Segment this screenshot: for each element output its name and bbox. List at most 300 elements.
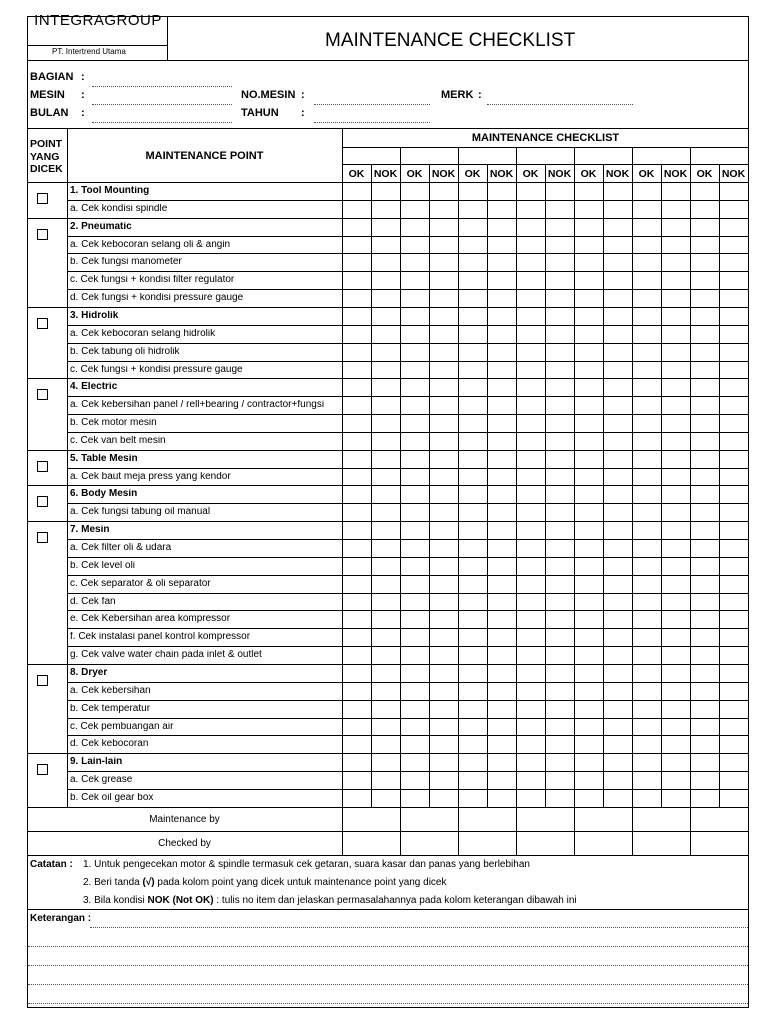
check-cell-5-1-ok-1[interactable] bbox=[342, 468, 371, 486]
check-cell-8-2-nok-3[interactable] bbox=[487, 700, 516, 718]
check-cell-6-1-nok-7[interactable] bbox=[719, 503, 748, 521]
check-cell-1-0-nok-4[interactable] bbox=[545, 182, 574, 200]
check-cell-3-0-ok-1[interactable] bbox=[342, 307, 371, 325]
check-cell-2-0-ok-4[interactable] bbox=[516, 218, 545, 236]
checked-by-signature-6[interactable] bbox=[632, 831, 690, 855]
check-cell-4-1-ok-5[interactable] bbox=[574, 396, 603, 414]
check-cell-3-0-ok-3[interactable] bbox=[458, 307, 487, 325]
check-cell-6-0-nok-7[interactable] bbox=[719, 485, 748, 503]
check-cell-7-2-ok-4[interactable] bbox=[516, 557, 545, 575]
check-cell-3-1-nok-4[interactable] bbox=[545, 325, 574, 343]
check-cell-1-0-ok-5[interactable] bbox=[574, 182, 603, 200]
check-cell-1-1-ok-6[interactable] bbox=[632, 200, 661, 218]
check-cell-7-5-nok-2[interactable] bbox=[429, 610, 458, 628]
check-cell-9-0-ok-6[interactable] bbox=[632, 753, 661, 771]
check-cell-8-4-ok-4[interactable] bbox=[516, 735, 545, 753]
maintenance-by-signature-6[interactable] bbox=[632, 807, 690, 831]
check-cell-3-3-ok-1[interactable] bbox=[342, 361, 371, 379]
check-cell-8-3-nok-4[interactable] bbox=[545, 718, 574, 736]
check-cell-7-2-nok-4[interactable] bbox=[545, 557, 574, 575]
check-cell-7-7-nok-6[interactable] bbox=[661, 646, 690, 664]
check-cell-2-0-nok-6[interactable] bbox=[661, 218, 690, 236]
check-cell-3-3-nok-7[interactable] bbox=[719, 361, 748, 379]
check-cell-8-2-ok-3[interactable] bbox=[458, 700, 487, 718]
check-cell-4-0-ok-1[interactable] bbox=[342, 378, 371, 396]
check-cell-3-3-ok-3[interactable] bbox=[458, 361, 487, 379]
checked-by-signature-2[interactable] bbox=[400, 831, 458, 855]
check-cell-7-0-nok-7[interactable] bbox=[719, 521, 748, 539]
check-cell-2-2-ok-3[interactable] bbox=[458, 253, 487, 271]
check-cell-7-1-nok-1[interactable] bbox=[371, 539, 400, 557]
check-cell-4-0-nok-5[interactable] bbox=[603, 378, 632, 396]
check-cell-9-1-ok-4[interactable] bbox=[516, 771, 545, 789]
check-cell-3-0-ok-7[interactable] bbox=[690, 307, 719, 325]
check-cell-9-1-nok-2[interactable] bbox=[429, 771, 458, 789]
check-cell-7-3-ok-4[interactable] bbox=[516, 575, 545, 593]
check-cell-8-3-nok-2[interactable] bbox=[429, 718, 458, 736]
check-cell-3-1-nok-6[interactable] bbox=[661, 325, 690, 343]
check-cell-3-2-ok-6[interactable] bbox=[632, 343, 661, 361]
check-cell-3-0-nok-4[interactable] bbox=[545, 307, 574, 325]
check-cell-1-1-nok-2[interactable] bbox=[429, 200, 458, 218]
check-cell-8-2-ok-6[interactable] bbox=[632, 700, 661, 718]
check-cell-2-2-nok-3[interactable] bbox=[487, 253, 516, 271]
check-cell-3-0-nok-2[interactable] bbox=[429, 307, 458, 325]
check-cell-4-0-nok-1[interactable] bbox=[371, 378, 400, 396]
check-cell-7-1-nok-5[interactable] bbox=[603, 539, 632, 557]
remarks-line-1[interactable] bbox=[90, 927, 748, 928]
check-cell-3-1-ok-6[interactable] bbox=[632, 325, 661, 343]
check-cell-8-4-nok-4[interactable] bbox=[545, 735, 574, 753]
check-cell-1-1-nok-3[interactable] bbox=[487, 200, 516, 218]
check-cell-2-1-nok-5[interactable] bbox=[603, 236, 632, 254]
check-cell-4-3-nok-3[interactable] bbox=[487, 432, 516, 450]
check-cell-8-2-nok-5[interactable] bbox=[603, 700, 632, 718]
check-cell-2-1-nok-6[interactable] bbox=[661, 236, 690, 254]
check-cell-7-3-ok-6[interactable] bbox=[632, 575, 661, 593]
check-cell-6-0-ok-5[interactable] bbox=[574, 485, 603, 503]
check-cell-8-0-nok-4[interactable] bbox=[545, 664, 574, 682]
check-cell-8-0-ok-5[interactable] bbox=[574, 664, 603, 682]
check-cell-5-1-nok-6[interactable] bbox=[661, 468, 690, 486]
check-cell-1-0-nok-1[interactable] bbox=[371, 182, 400, 200]
check-cell-8-4-nok-7[interactable] bbox=[719, 735, 748, 753]
check-cell-9-2-nok-3[interactable] bbox=[487, 789, 516, 807]
check-cell-7-4-nok-5[interactable] bbox=[603, 593, 632, 611]
check-cell-4-1-ok-1[interactable] bbox=[342, 396, 371, 414]
check-cell-7-4-ok-5[interactable] bbox=[574, 593, 603, 611]
check-cell-7-2-nok-6[interactable] bbox=[661, 557, 690, 575]
check-cell-8-1-nok-1[interactable] bbox=[371, 682, 400, 700]
check-cell-8-0-nok-7[interactable] bbox=[719, 664, 748, 682]
check-cell-7-3-nok-1[interactable] bbox=[371, 575, 400, 593]
check-cell-4-0-nok-2[interactable] bbox=[429, 378, 458, 396]
check-cell-8-4-nok-6[interactable] bbox=[661, 735, 690, 753]
check-cell-8-4-nok-5[interactable] bbox=[603, 735, 632, 753]
check-cell-9-0-nok-5[interactable] bbox=[603, 753, 632, 771]
check-cell-7-7-nok-4[interactable] bbox=[545, 646, 574, 664]
check-cell-8-1-nok-2[interactable] bbox=[429, 682, 458, 700]
check-cell-2-3-ok-3[interactable] bbox=[458, 271, 487, 289]
check-cell-3-2-ok-3[interactable] bbox=[458, 343, 487, 361]
check-cell-4-2-ok-3[interactable] bbox=[458, 414, 487, 432]
check-cell-4-3-ok-2[interactable] bbox=[400, 432, 429, 450]
check-cell-6-0-ok-1[interactable] bbox=[342, 485, 371, 503]
check-cell-9-2-nok-1[interactable] bbox=[371, 789, 400, 807]
checked-by-signature-5[interactable] bbox=[574, 831, 632, 855]
check-cell-8-3-ok-7[interactable] bbox=[690, 718, 719, 736]
check-cell-1-0-nok-6[interactable] bbox=[661, 182, 690, 200]
check-cell-3-3-ok-7[interactable] bbox=[690, 361, 719, 379]
check-cell-4-3-nok-4[interactable] bbox=[545, 432, 574, 450]
check-cell-3-1-nok-5[interactable] bbox=[603, 325, 632, 343]
check-cell-7-1-ok-3[interactable] bbox=[458, 539, 487, 557]
check-cell-7-1-ok-4[interactable] bbox=[516, 539, 545, 557]
check-cell-2-0-ok-7[interactable] bbox=[690, 218, 719, 236]
check-cell-5-0-ok-7[interactable] bbox=[690, 450, 719, 468]
check-cell-8-3-nok-5[interactable] bbox=[603, 718, 632, 736]
check-cell-6-1-ok-2[interactable] bbox=[400, 503, 429, 521]
check-cell-2-1-ok-7[interactable] bbox=[690, 236, 719, 254]
check-cell-4-2-nok-2[interactable] bbox=[429, 414, 458, 432]
check-cell-9-1-nok-3[interactable] bbox=[487, 771, 516, 789]
check-cell-3-3-nok-6[interactable] bbox=[661, 361, 690, 379]
check-cell-4-3-ok-3[interactable] bbox=[458, 432, 487, 450]
maintenance-by-signature-7[interactable] bbox=[690, 807, 748, 831]
check-cell-9-2-ok-7[interactable] bbox=[690, 789, 719, 807]
maintenance-by-signature-2[interactable] bbox=[400, 807, 458, 831]
check-cell-2-4-ok-3[interactable] bbox=[458, 289, 487, 307]
check-cell-7-6-nok-5[interactable] bbox=[603, 628, 632, 646]
check-cell-2-3-ok-1[interactable] bbox=[342, 271, 371, 289]
check-cell-9-1-ok-3[interactable] bbox=[458, 771, 487, 789]
check-cell-8-3-ok-4[interactable] bbox=[516, 718, 545, 736]
check-cell-3-2-ok-5[interactable] bbox=[574, 343, 603, 361]
check-cell-4-3-ok-1[interactable] bbox=[342, 432, 371, 450]
check-cell-9-0-nok-6[interactable] bbox=[661, 753, 690, 771]
check-cell-7-1-nok-2[interactable] bbox=[429, 539, 458, 557]
check-cell-4-3-nok-2[interactable] bbox=[429, 432, 458, 450]
check-cell-4-0-nok-7[interactable] bbox=[719, 378, 748, 396]
check-cell-3-2-nok-7[interactable] bbox=[719, 343, 748, 361]
check-cell-4-1-ok-3[interactable] bbox=[458, 396, 487, 414]
check-cell-1-0-ok-4[interactable] bbox=[516, 182, 545, 200]
check-cell-5-1-nok-2[interactable] bbox=[429, 468, 458, 486]
check-cell-8-4-ok-7[interactable] bbox=[690, 735, 719, 753]
check-cell-4-3-ok-4[interactable] bbox=[516, 432, 545, 450]
check-cell-4-0-nok-6[interactable] bbox=[661, 378, 690, 396]
check-cell-7-0-ok-5[interactable] bbox=[574, 521, 603, 539]
check-cell-7-4-nok-3[interactable] bbox=[487, 593, 516, 611]
check-cell-2-4-nok-6[interactable] bbox=[661, 289, 690, 307]
check-cell-7-5-nok-3[interactable] bbox=[487, 610, 516, 628]
check-cell-9-2-ok-3[interactable] bbox=[458, 789, 487, 807]
check-cell-2-2-ok-7[interactable] bbox=[690, 253, 719, 271]
check-cell-4-1-nok-7[interactable] bbox=[719, 396, 748, 414]
check-cell-3-2-nok-6[interactable] bbox=[661, 343, 690, 361]
check-cell-6-1-ok-1[interactable] bbox=[342, 503, 371, 521]
check-cell-5-1-ok-6[interactable] bbox=[632, 468, 661, 486]
check-cell-9-1-ok-7[interactable] bbox=[690, 771, 719, 789]
check-cell-7-7-nok-1[interactable] bbox=[371, 646, 400, 664]
check-cell-8-3-nok-6[interactable] bbox=[661, 718, 690, 736]
check-cell-9-0-nok-1[interactable] bbox=[371, 753, 400, 771]
check-cell-8-2-ok-7[interactable] bbox=[690, 700, 719, 718]
check-cell-2-4-nok-1[interactable] bbox=[371, 289, 400, 307]
check-cell-2-2-nok-6[interactable] bbox=[661, 253, 690, 271]
check-cell-2-1-nok-2[interactable] bbox=[429, 236, 458, 254]
check-cell-7-4-ok-4[interactable] bbox=[516, 593, 545, 611]
remarks-line-4[interactable] bbox=[28, 984, 748, 985]
check-cell-2-0-nok-2[interactable] bbox=[429, 218, 458, 236]
check-cell-7-4-ok-3[interactable] bbox=[458, 593, 487, 611]
check-cell-1-1-nok-4[interactable] bbox=[545, 200, 574, 218]
nomesin-field[interactable] bbox=[314, 104, 430, 105]
check-cell-7-5-nok-6[interactable] bbox=[661, 610, 690, 628]
check-cell-6-1-ok-3[interactable] bbox=[458, 503, 487, 521]
check-cell-3-1-nok-2[interactable] bbox=[429, 325, 458, 343]
check-cell-6-1-ok-6[interactable] bbox=[632, 503, 661, 521]
check-cell-4-1-nok-1[interactable] bbox=[371, 396, 400, 414]
check-cell-7-5-nok-5[interactable] bbox=[603, 610, 632, 628]
check-cell-7-4-nok-2[interactable] bbox=[429, 593, 458, 611]
check-cell-2-2-ok-1[interactable] bbox=[342, 253, 371, 271]
check-cell-9-0-nok-4[interactable] bbox=[545, 753, 574, 771]
check-cell-3-3-nok-5[interactable] bbox=[603, 361, 632, 379]
check-cell-8-0-ok-6[interactable] bbox=[632, 664, 661, 682]
check-cell-7-4-nok-7[interactable] bbox=[719, 593, 748, 611]
check-cell-4-3-nok-1[interactable] bbox=[371, 432, 400, 450]
check-cell-2-4-nok-5[interactable] bbox=[603, 289, 632, 307]
check-cell-7-4-ok-7[interactable] bbox=[690, 593, 719, 611]
check-cell-4-2-ok-4[interactable] bbox=[516, 414, 545, 432]
check-cell-3-0-nok-1[interactable] bbox=[371, 307, 400, 325]
check-cell-8-1-nok-7[interactable] bbox=[719, 682, 748, 700]
check-cell-5-0-ok-1[interactable] bbox=[342, 450, 371, 468]
check-cell-4-0-nok-3[interactable] bbox=[487, 378, 516, 396]
check-cell-8-1-ok-5[interactable] bbox=[574, 682, 603, 700]
check-cell-8-2-nok-7[interactable] bbox=[719, 700, 748, 718]
check-cell-8-0-ok-1[interactable] bbox=[342, 664, 371, 682]
check-cell-7-2-nok-5[interactable] bbox=[603, 557, 632, 575]
check-cell-7-1-nok-4[interactable] bbox=[545, 539, 574, 557]
check-cell-7-5-ok-7[interactable] bbox=[690, 610, 719, 628]
check-cell-4-3-ok-5[interactable] bbox=[574, 432, 603, 450]
check-cell-3-2-nok-1[interactable] bbox=[371, 343, 400, 361]
check-cell-7-0-nok-6[interactable] bbox=[661, 521, 690, 539]
check-cell-1-0-ok-1[interactable] bbox=[342, 182, 371, 200]
check-cell-9-2-ok-2[interactable] bbox=[400, 789, 429, 807]
check-cell-8-0-nok-6[interactable] bbox=[661, 664, 690, 682]
check-cell-2-4-ok-7[interactable] bbox=[690, 289, 719, 307]
check-cell-8-4-ok-2[interactable] bbox=[400, 735, 429, 753]
check-cell-7-6-nok-6[interactable] bbox=[661, 628, 690, 646]
check-cell-4-2-nok-5[interactable] bbox=[603, 414, 632, 432]
check-cell-2-0-nok-4[interactable] bbox=[545, 218, 574, 236]
check-cell-2-2-nok-7[interactable] bbox=[719, 253, 748, 271]
check-cell-6-1-ok-7[interactable] bbox=[690, 503, 719, 521]
check-cell-9-2-ok-5[interactable] bbox=[574, 789, 603, 807]
check-cell-8-1-ok-6[interactable] bbox=[632, 682, 661, 700]
check-cell-2-1-ok-5[interactable] bbox=[574, 236, 603, 254]
check-cell-7-5-nok-1[interactable] bbox=[371, 610, 400, 628]
check-cell-7-5-nok-4[interactable] bbox=[545, 610, 574, 628]
check-cell-2-3-ok-5[interactable] bbox=[574, 271, 603, 289]
check-cell-7-6-nok-3[interactable] bbox=[487, 628, 516, 646]
check-cell-8-0-nok-2[interactable] bbox=[429, 664, 458, 682]
check-cell-8-2-ok-2[interactable] bbox=[400, 700, 429, 718]
check-cell-7-3-nok-6[interactable] bbox=[661, 575, 690, 593]
check-cell-8-1-nok-5[interactable] bbox=[603, 682, 632, 700]
check-cell-7-5-ok-3[interactable] bbox=[458, 610, 487, 628]
check-cell-2-0-ok-1[interactable] bbox=[342, 218, 371, 236]
check-cell-1-0-nok-3[interactable] bbox=[487, 182, 516, 200]
check-cell-6-0-ok-7[interactable] bbox=[690, 485, 719, 503]
check-cell-1-1-nok-1[interactable] bbox=[371, 200, 400, 218]
check-cell-5-0-ok-3[interactable] bbox=[458, 450, 487, 468]
check-cell-5-1-nok-7[interactable] bbox=[719, 468, 748, 486]
check-cell-2-1-nok-1[interactable] bbox=[371, 236, 400, 254]
check-cell-4-0-ok-3[interactable] bbox=[458, 378, 487, 396]
check-cell-8-0-ok-3[interactable] bbox=[458, 664, 487, 682]
check-cell-8-0-ok-2[interactable] bbox=[400, 664, 429, 682]
check-cell-9-2-ok-1[interactable] bbox=[342, 789, 371, 807]
check-cell-7-5-ok-4[interactable] bbox=[516, 610, 545, 628]
check-cell-7-2-ok-6[interactable] bbox=[632, 557, 661, 575]
check-cell-2-4-nok-3[interactable] bbox=[487, 289, 516, 307]
check-cell-7-3-ok-2[interactable] bbox=[400, 575, 429, 593]
check-cell-3-1-ok-2[interactable] bbox=[400, 325, 429, 343]
check-cell-6-1-nok-2[interactable] bbox=[429, 503, 458, 521]
check-cell-9-2-ok-6[interactable] bbox=[632, 789, 661, 807]
check-cell-8-0-ok-7[interactable] bbox=[690, 664, 719, 682]
checked-by-signature-1[interactable] bbox=[342, 831, 400, 855]
maintenance-by-signature-1[interactable] bbox=[342, 807, 400, 831]
check-cell-7-6-ok-4[interactable] bbox=[516, 628, 545, 646]
check-cell-3-2-ok-2[interactable] bbox=[400, 343, 429, 361]
check-cell-3-2-ok-4[interactable] bbox=[516, 343, 545, 361]
check-cell-7-5-ok-6[interactable] bbox=[632, 610, 661, 628]
check-cell-3-1-ok-4[interactable] bbox=[516, 325, 545, 343]
check-cell-4-0-ok-5[interactable] bbox=[574, 378, 603, 396]
check-cell-2-4-nok-7[interactable] bbox=[719, 289, 748, 307]
check-cell-4-1-ok-4[interactable] bbox=[516, 396, 545, 414]
check-cell-1-1-nok-6[interactable] bbox=[661, 200, 690, 218]
check-cell-7-0-ok-6[interactable] bbox=[632, 521, 661, 539]
check-cell-7-0-nok-2[interactable] bbox=[429, 521, 458, 539]
check-cell-2-1-ok-1[interactable] bbox=[342, 236, 371, 254]
check-cell-8-1-ok-1[interactable] bbox=[342, 682, 371, 700]
check-cell-6-0-nok-4[interactable] bbox=[545, 485, 574, 503]
check-cell-8-0-nok-3[interactable] bbox=[487, 664, 516, 682]
check-cell-2-1-nok-3[interactable] bbox=[487, 236, 516, 254]
check-cell-2-0-ok-2[interactable] bbox=[400, 218, 429, 236]
check-cell-6-0-nok-2[interactable] bbox=[429, 485, 458, 503]
check-cell-4-2-nok-7[interactable] bbox=[719, 414, 748, 432]
check-cell-1-0-ok-2[interactable] bbox=[400, 182, 429, 200]
check-cell-2-4-nok-4[interactable] bbox=[545, 289, 574, 307]
check-cell-3-1-ok-3[interactable] bbox=[458, 325, 487, 343]
check-cell-7-2-nok-2[interactable] bbox=[429, 557, 458, 575]
check-cell-6-0-ok-2[interactable] bbox=[400, 485, 429, 503]
check-cell-2-3-ok-4[interactable] bbox=[516, 271, 545, 289]
check-cell-8-1-ok-7[interactable] bbox=[690, 682, 719, 700]
check-cell-7-3-nok-4[interactable] bbox=[545, 575, 574, 593]
check-cell-8-4-ok-6[interactable] bbox=[632, 735, 661, 753]
check-cell-8-3-ok-5[interactable] bbox=[574, 718, 603, 736]
check-cell-8-2-nok-1[interactable] bbox=[371, 700, 400, 718]
maintenance-by-signature-4[interactable] bbox=[516, 807, 574, 831]
check-cell-1-1-ok-3[interactable] bbox=[458, 200, 487, 218]
maintenance-by-signature-3[interactable] bbox=[458, 807, 516, 831]
check-cell-2-0-ok-6[interactable] bbox=[632, 218, 661, 236]
check-cell-7-5-ok-1[interactable] bbox=[342, 610, 371, 628]
check-cell-7-7-ok-4[interactable] bbox=[516, 646, 545, 664]
check-cell-6-0-ok-6[interactable] bbox=[632, 485, 661, 503]
check-cell-8-1-ok-4[interactable] bbox=[516, 682, 545, 700]
check-cell-7-1-ok-7[interactable] bbox=[690, 539, 719, 557]
check-cell-5-1-nok-1[interactable] bbox=[371, 468, 400, 486]
check-cell-4-2-nok-3[interactable] bbox=[487, 414, 516, 432]
check-cell-6-1-nok-4[interactable] bbox=[545, 503, 574, 521]
check-cell-3-2-nok-4[interactable] bbox=[545, 343, 574, 361]
check-cell-5-0-ok-2[interactable] bbox=[400, 450, 429, 468]
check-cell-2-2-nok-4[interactable] bbox=[545, 253, 574, 271]
check-cell-5-1-nok-3[interactable] bbox=[487, 468, 516, 486]
check-cell-5-0-nok-4[interactable] bbox=[545, 450, 574, 468]
check-cell-7-6-ok-6[interactable] bbox=[632, 628, 661, 646]
check-cell-8-4-nok-1[interactable] bbox=[371, 735, 400, 753]
check-cell-7-4-ok-6[interactable] bbox=[632, 593, 661, 611]
check-cell-2-3-nok-6[interactable] bbox=[661, 271, 690, 289]
check-cell-7-6-nok-1[interactable] bbox=[371, 628, 400, 646]
check-cell-3-1-ok-5[interactable] bbox=[574, 325, 603, 343]
check-cell-9-1-ok-1[interactable] bbox=[342, 771, 371, 789]
check-cell-3-3-nok-3[interactable] bbox=[487, 361, 516, 379]
check-cell-7-7-ok-6[interactable] bbox=[632, 646, 661, 664]
check-cell-7-4-nok-4[interactable] bbox=[545, 593, 574, 611]
check-cell-9-0-ok-5[interactable] bbox=[574, 753, 603, 771]
check-cell-4-2-ok-5[interactable] bbox=[574, 414, 603, 432]
check-cell-7-6-ok-1[interactable] bbox=[342, 628, 371, 646]
check-cell-7-0-ok-7[interactable] bbox=[690, 521, 719, 539]
check-cell-7-2-ok-5[interactable] bbox=[574, 557, 603, 575]
check-cell-6-1-ok-4[interactable] bbox=[516, 503, 545, 521]
check-cell-9-1-nok-4[interactable] bbox=[545, 771, 574, 789]
check-cell-9-1-ok-2[interactable] bbox=[400, 771, 429, 789]
check-cell-1-0-ok-6[interactable] bbox=[632, 182, 661, 200]
check-cell-7-4-nok-1[interactable] bbox=[371, 593, 400, 611]
check-cell-9-2-nok-2[interactable] bbox=[429, 789, 458, 807]
check-cell-9-1-nok-1[interactable] bbox=[371, 771, 400, 789]
check-cell-7-1-ok-6[interactable] bbox=[632, 539, 661, 557]
check-cell-3-0-ok-4[interactable] bbox=[516, 307, 545, 325]
check-cell-2-4-nok-2[interactable] bbox=[429, 289, 458, 307]
check-cell-1-1-ok-1[interactable] bbox=[342, 200, 371, 218]
check-cell-9-0-ok-2[interactable] bbox=[400, 753, 429, 771]
check-cell-4-2-nok-6[interactable] bbox=[661, 414, 690, 432]
check-cell-6-0-ok-3[interactable] bbox=[458, 485, 487, 503]
check-cell-3-0-nok-6[interactable] bbox=[661, 307, 690, 325]
check-cell-7-3-ok-3[interactable] bbox=[458, 575, 487, 593]
check-cell-2-2-ok-5[interactable] bbox=[574, 253, 603, 271]
check-cell-7-3-ok-5[interactable] bbox=[574, 575, 603, 593]
check-cell-4-2-nok-1[interactable] bbox=[371, 414, 400, 432]
check-cell-2-4-ok-5[interactable] bbox=[574, 289, 603, 307]
check-cell-7-0-nok-1[interactable] bbox=[371, 521, 400, 539]
check-cell-1-1-nok-7[interactable] bbox=[719, 200, 748, 218]
check-cell-7-6-nok-4[interactable] bbox=[545, 628, 574, 646]
